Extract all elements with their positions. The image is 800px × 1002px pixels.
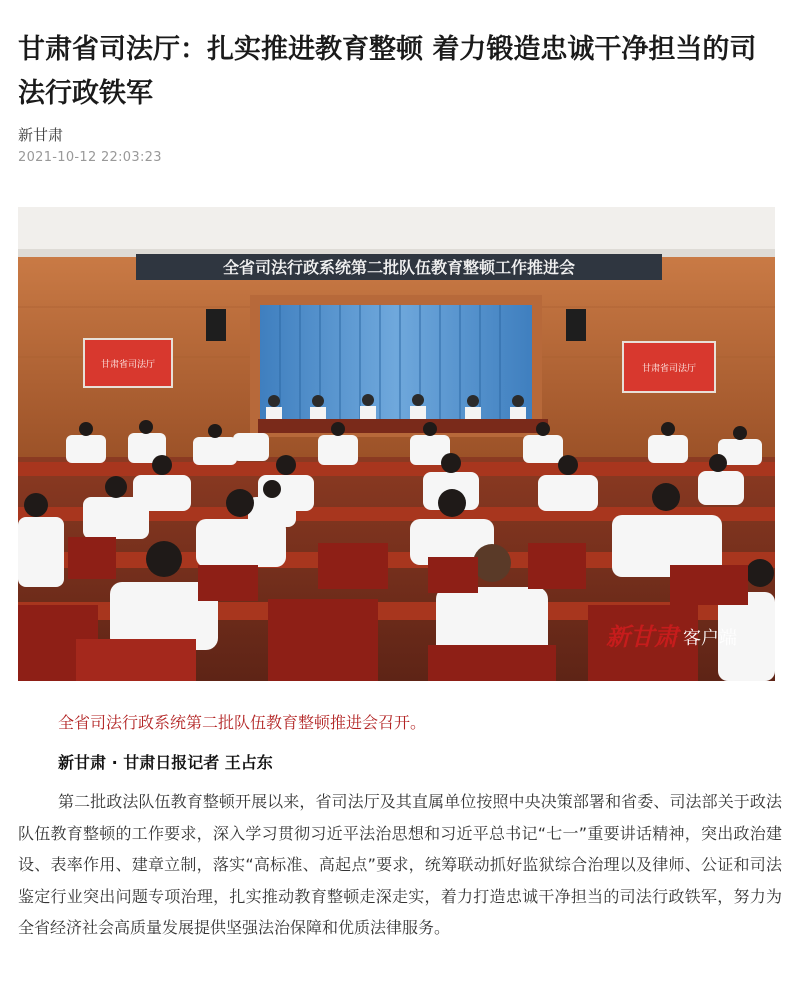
article-source[interactable]: 新甘肃 [18,126,64,144]
banner-text: 全省司法行政系统第二批队伍教育整顿工作推进会 [222,258,576,277]
speaker-left [206,309,226,341]
article-datetime: 2021-10-12 22:03:23 [18,150,162,165]
left-screen-text: 甘肃省司法厅 [100,360,156,370]
article-byline: 新甘肃 · 甘肃日报记者 王占东 [58,753,273,772]
speaker-right [566,309,586,341]
article-paragraph: 第二批政法队伍教育整顿开展以来，省司法厅及其直属单位按照中央决策部署和省委、司法部关于政法队伍教育整顿的工作要求，深入学习贯彻习近平法治思想和习近平总书记“七一”重要讲话精神，突出政治建设、表率作用、建章立制，落实“高标准、高起点”要求，统筹联动抓好监狱综合治理以及律师、公证和司法鉴定行业突出问题专项治理，扎实推动教育整顿走深走实，着力打造忠诚干净担当的司法行政铁军，努力为全省经济社会高质量发展提供坚强法治保障和优质法律服务。 [18,792,782,937]
article-title: 甘肃省司法厅：扎实推进教育整顿 着力锻造忠诚干净担当的司法行政铁军 [18,34,757,109]
watermark-suffix: 客户端 [683,628,737,649]
watermark-brand: 新甘肃 [606,622,678,651]
photo-caption: 全省司法行政系统第二批队伍教育整顿推进会召开。 [58,713,427,732]
article-photo[interactable] [18,207,775,681]
right-screen-text: 甘肃省司法厅 [641,364,697,374]
meeting-photo-illustration [18,207,775,681]
